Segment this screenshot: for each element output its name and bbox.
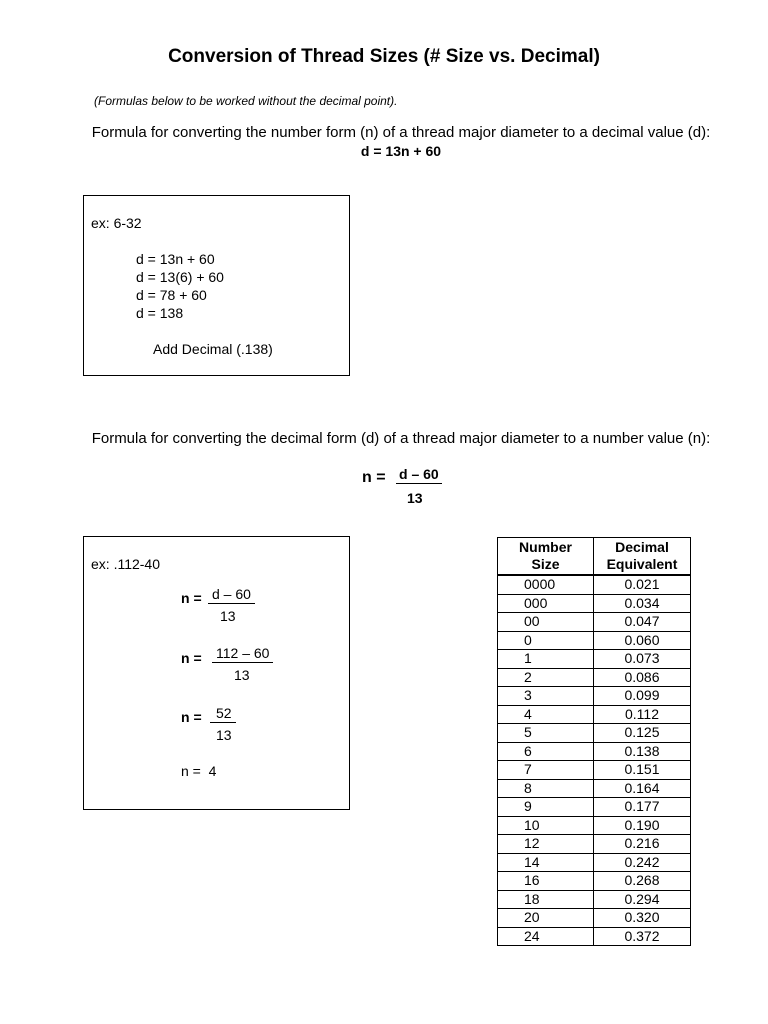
decimal-equivalent-cell: 0.268: [594, 872, 691, 891]
table-row: [498, 594, 691, 613]
decimal-equivalent-cell: 0.047: [594, 613, 691, 632]
example2-numerator: 112 – 60: [212, 646, 273, 663]
number-size-cell: 18: [498, 890, 594, 909]
table-row: [498, 909, 691, 928]
formula2-description: Formula for converting the decimal form (d) of a thread major diameter to a number value (n):: [91, 430, 711, 447]
decimal-equivalent-cell: 0.294: [594, 890, 691, 909]
example1-step: d = 13n + 60: [136, 251, 215, 267]
example2-lhs: n =: [181, 650, 202, 666]
formula2-denominator: 13: [407, 490, 423, 506]
page-title: Conversion of Thread Sizes (# Size vs. Decimal): [168, 46, 600, 67]
number-size-cell: 4: [498, 705, 594, 724]
number-size-cell: 8: [498, 779, 594, 798]
example1-label: ex: 6-32: [91, 215, 142, 231]
header-line: Number: [519, 539, 572, 555]
example2-lhs: n =: [181, 709, 202, 725]
table-row: [498, 761, 691, 780]
decimal-equivalent-cell: 0.177: [594, 798, 691, 817]
header-decimal-equivalent: [594, 538, 691, 576]
number-size-cell: 0000: [498, 575, 594, 594]
example2-numerator: d – 60: [208, 587, 255, 604]
decimal-equivalent-cell: 0.138: [594, 742, 691, 761]
decimal-equivalent-cell: 0.034: [594, 594, 691, 613]
example1-step: d = 78 + 60: [136, 287, 207, 303]
table-row: [498, 872, 691, 891]
decimal-equivalent-cell: 0.151: [594, 761, 691, 780]
decimal-equivalent-cell: 0.060: [594, 631, 691, 650]
table-row: [498, 816, 691, 835]
thread-size-table: [497, 537, 691, 946]
example1-step: d = 138: [136, 305, 184, 321]
example2-lhs: n =: [181, 590, 202, 606]
table-row: [498, 742, 691, 761]
table-row: [498, 650, 691, 669]
formula1-equation: d = 13n + 60: [360, 143, 442, 159]
number-size-cell: 14: [498, 853, 594, 872]
number-size-cell: 0: [498, 631, 594, 650]
decimal-equivalent-cell: 0.190: [594, 816, 691, 835]
number-size-cell: 2: [498, 668, 594, 687]
example2-answer: n = 4: [181, 763, 217, 779]
example2-label: ex: .112-40: [91, 556, 161, 572]
example2-denominator: 13: [220, 608, 236, 624]
example2-denominator: 13: [234, 667, 250, 683]
table-header-row: [498, 538, 691, 576]
table-row: [498, 798, 691, 817]
table-row: [498, 890, 691, 909]
number-size-cell: 00: [498, 613, 594, 632]
table-row: [498, 575, 691, 594]
example2-box: [83, 536, 350, 810]
example2-denominator: 13: [216, 727, 232, 743]
header-number-size: [498, 538, 594, 576]
formula2-numerator: d – 60: [396, 466, 442, 484]
table-row: [498, 853, 691, 872]
table-row: [498, 687, 691, 706]
decimal-equivalent-cell: 0.372: [594, 927, 691, 946]
example2-numerator: 52: [210, 706, 236, 723]
decimal-equivalent-cell: 0.125: [594, 724, 691, 743]
table-body: [498, 575, 691, 946]
header-line: Size: [531, 556, 560, 572]
example1-box: [83, 195, 350, 376]
number-size-cell: 000: [498, 594, 594, 613]
number-size-cell: 10: [498, 816, 594, 835]
header-line: Equivalent: [606, 556, 678, 572]
number-size-cell: 1: [498, 650, 594, 669]
table-row: [498, 835, 691, 854]
formula1-description: Formula for converting the number form (n) of a thread major diameter to a decimal value (d):: [91, 124, 711, 141]
formula2-lhs: n =: [362, 469, 386, 486]
number-size-cell: 20: [498, 909, 594, 928]
decimal-equivalent-cell: 0.112: [594, 705, 691, 724]
table-row: [498, 631, 691, 650]
table-row: [498, 705, 691, 724]
table-row: [498, 613, 691, 632]
decimal-equivalent-cell: 0.320: [594, 909, 691, 928]
decimal-equivalent-cell: 0.073: [594, 650, 691, 669]
number-size-cell: 12: [498, 835, 594, 854]
table-row: [498, 779, 691, 798]
table-row: [498, 927, 691, 946]
example1-result: Add Decimal (.138): [153, 341, 273, 357]
table-row: [498, 724, 691, 743]
number-size-cell: 7: [498, 761, 594, 780]
number-size-cell: 6: [498, 742, 594, 761]
example1-step: d = 13(6) + 60: [136, 269, 224, 285]
number-size-cell: 9: [498, 798, 594, 817]
table-row: [498, 668, 691, 687]
number-size-cell: 16: [498, 872, 594, 891]
number-size-cell: 24: [498, 927, 594, 946]
decimal-equivalent-cell: 0.099: [594, 687, 691, 706]
decimal-equivalent-cell: 0.164: [594, 779, 691, 798]
decimal-equivalent-cell: 0.086: [594, 668, 691, 687]
formula-note: (Formulas below to be worked without the decimal point).: [94, 94, 398, 108]
header-line: Decimal: [615, 539, 669, 555]
decimal-equivalent-cell: 0.216: [594, 835, 691, 854]
decimal-equivalent-cell: 0.021: [594, 575, 691, 594]
number-size-cell: 3: [498, 687, 594, 706]
number-size-cell: 5: [498, 724, 594, 743]
decimal-equivalent-cell: 0.242: [594, 853, 691, 872]
